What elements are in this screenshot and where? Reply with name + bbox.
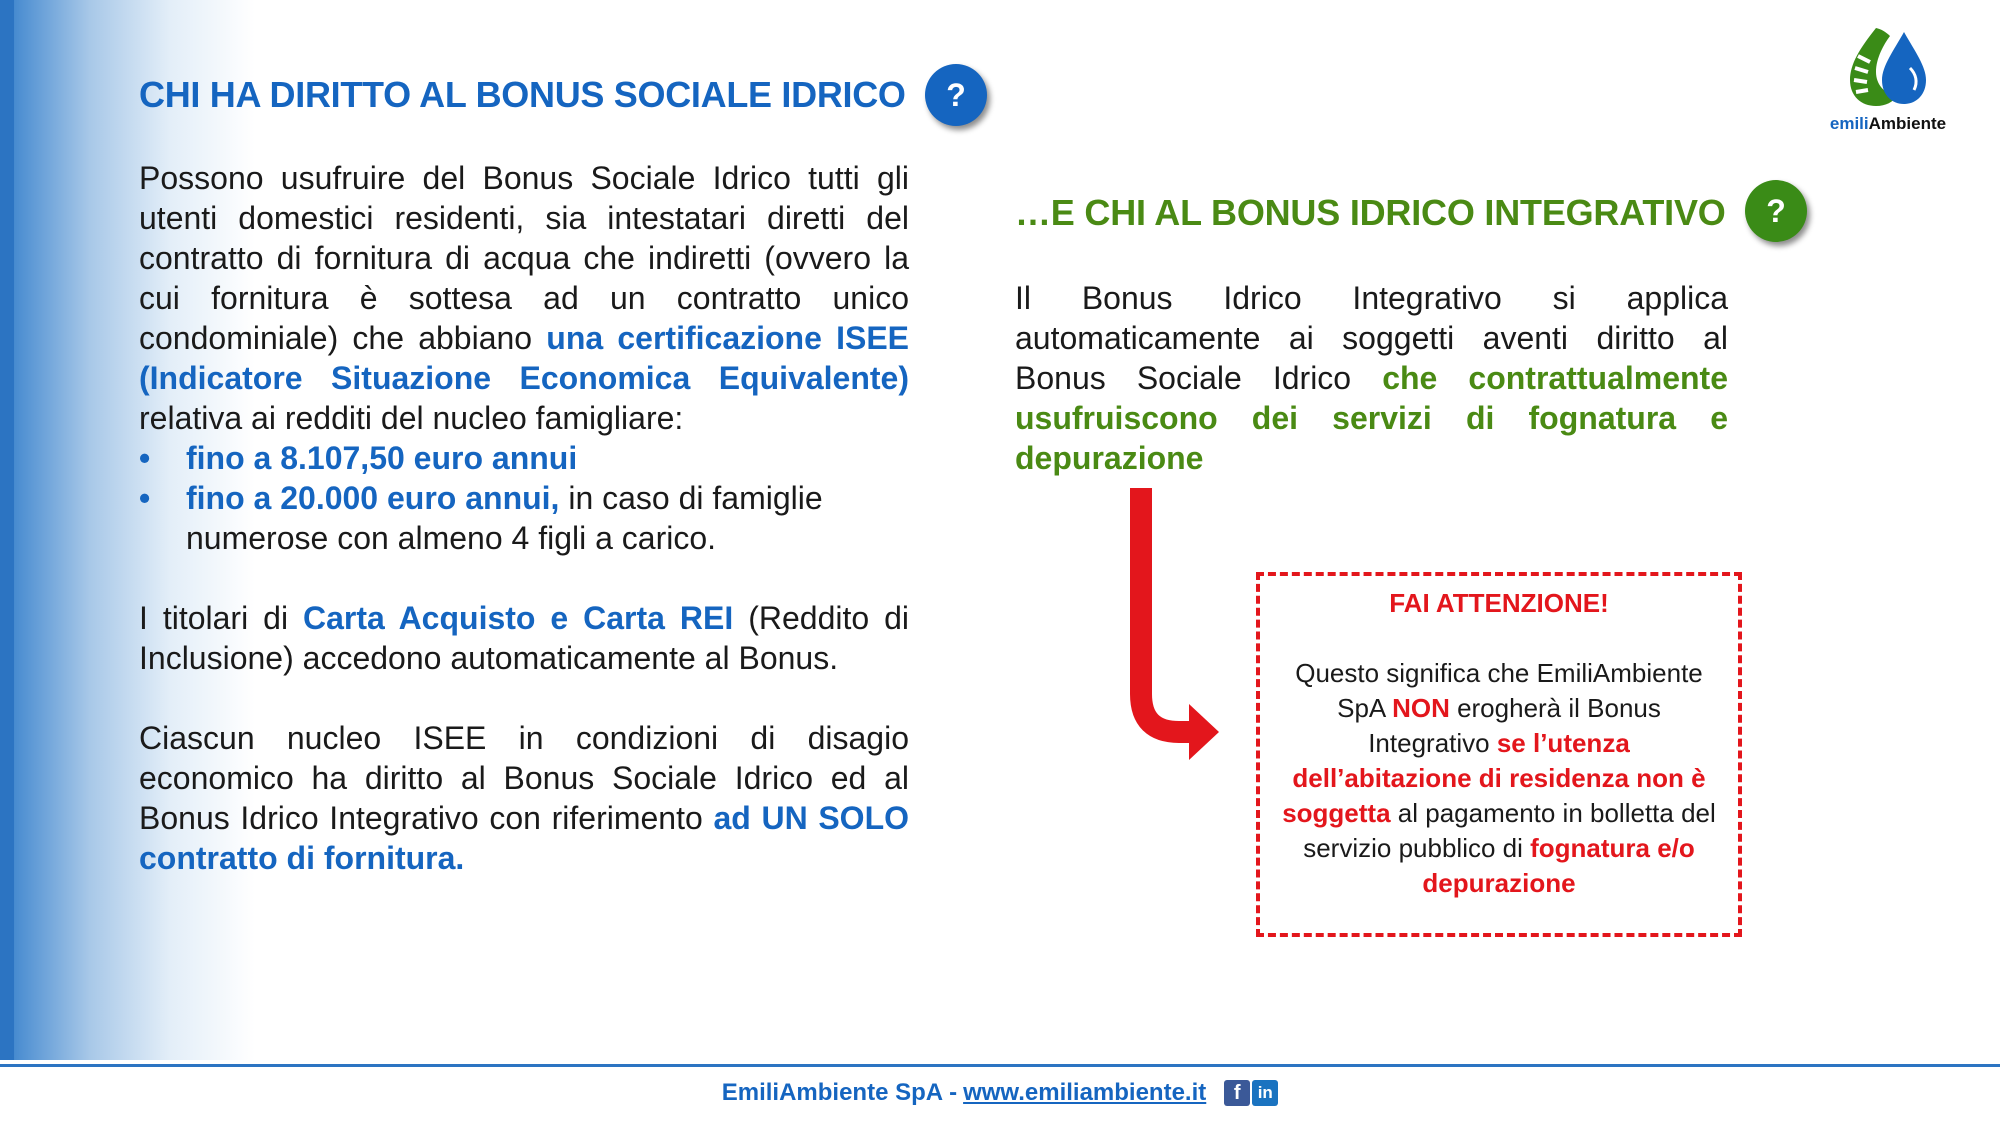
eligibility-paragraph: Possono usufruire del Bonus Sociale Idrico tutti gli utenti domestici residenti, sia intestatari diretti del contratto di fornitura di acqua che indiretti (ovvero la cui fornitura è sottesa ad un contratto unico condominiale) che abbiano una certificazione ISEE (Indicatore Situazione Economica Equivalente) relativa ai redditi del nucleo famigliare: <box>139 160 910 436</box>
warning-title: FAI ATTENZIONE! <box>1389 588 1609 618</box>
footer <box>0 1073 2000 1113</box>
footer-company: EmiliAmbiente SpA <box>721 1079 944 1106</box>
warning-box <box>1256 572 1742 937</box>
water-drop-logo-icon <box>1846 22 1928 110</box>
list-item: • fino a 8.107,50 euro annui <box>139 440 578 476</box>
emiliambiente-logo <box>1818 22 1956 140</box>
sewerage-highlight: che contrattualmente usufruiscono dei servizi di fognatura e depurazione <box>1015 360 1729 476</box>
left-column-text <box>139 158 909 878</box>
question-badge-green: ? <box>1745 180 1807 242</box>
carta-rei-paragraph: I titolari di Carta Acquisto e Carta REI (Reddito di Inclusione) accedono automaticamente al Bonus. <box>139 600 910 676</box>
isee-highlight: una certificazione ISEE (Indicatore Situazione Economica Equivalente) <box>139 320 910 396</box>
question-badge-blue: ? <box>925 64 987 126</box>
list-item: • fino a 20.000 euro annui, in caso di famiglie numerose con almeno 4 figli a carico. <box>139 480 823 556</box>
social-links <box>1224 1080 1278 1106</box>
logo-wordmark: emiliAmbiente <box>1829 114 1947 133</box>
facebook-icon[interactable]: f <box>1224 1080 1250 1106</box>
bullet-icon: • <box>139 440 151 476</box>
left-section-title: CHI HA DIRITTO AL BONUS SOCIALE IDRICO <box>139 74 906 115</box>
red-arrow-icon <box>1110 488 1250 778</box>
linkedin-icon[interactable]: in <box>1252 1080 1278 1106</box>
bullet-icon: • <box>139 480 151 516</box>
single-contract-paragraph: Ciascun nucleo ISEE in condizioni di disagio economico ha diritto al Bonus Sociale Idrico ed al Bonus Idrico Integrativo con riferimento ad UN SOLO contratto di fornitura. <box>139 720 910 876</box>
warning-text: Questo significa che EmiliAmbiente SpA NON erogherà il Bonus Integrativo se l’utenza dell’abitazione di residenza non è soggetta al pagamento in bolletta del servizio pubblico di fognatura e/o depurazione <box>1282 658 1716 898</box>
income-threshold-list <box>139 438 909 558</box>
integrative-bonus-paragraph: Il Bonus Idrico Integrativo si applica automaticamente ai soggetti aventi diritto al Bonus Sociale Idrico che contrattualmente usufruiscono dei servizi di fognatura e depurazione <box>1015 280 1729 476</box>
footer-divider <box>0 1064 2000 1067</box>
footer-separator: - <box>949 1079 958 1106</box>
website-link[interactable]: www.emiliambiente.it <box>963 1079 1207 1106</box>
right-section-title: …E CHI AL BONUS IDRICO INTEGRATIVO <box>1015 192 1726 233</box>
right-column-text <box>1015 278 1728 478</box>
